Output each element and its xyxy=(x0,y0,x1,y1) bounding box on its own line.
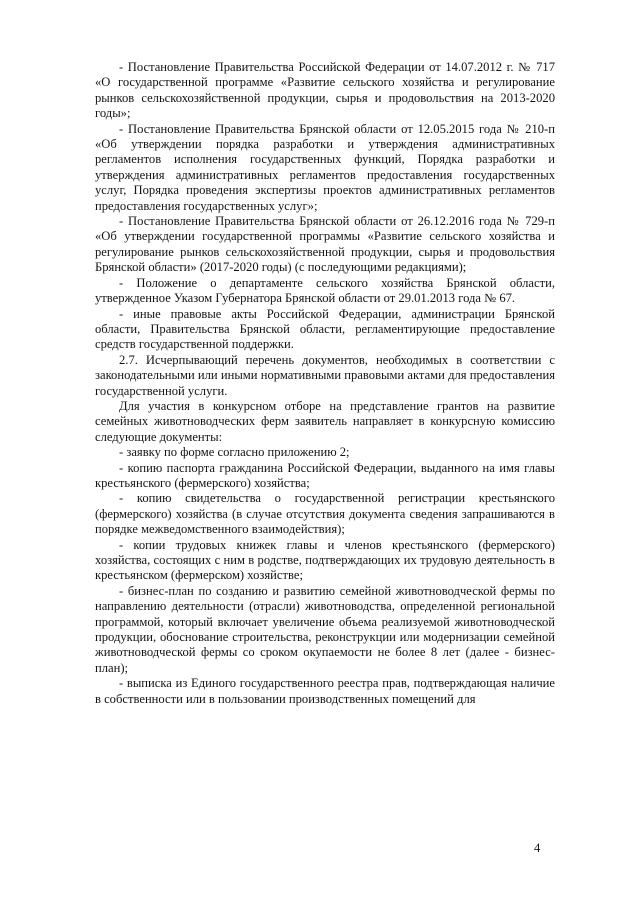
paragraph-regulation-729p: - Постановление Правительства Брянской области от 26.12.2016 года № 729-п «Об утверждении государственной программы «Развитие сельского хозяйства и регулирование рынков сельскохозяйственной продукции, сырья и продовольствия Брянской области» (2017-2020 годы) (с последующими редакциями); xyxy=(95,214,555,275)
list-item-registration-certificate: - копию свидетельства о государственной регистрации крестьянского (фермерского) хозяйства (в случае отсутствия документа сведения запрашиваются в порядке межведомственного взаимодействия); xyxy=(95,491,555,537)
list-item-registry-extract: - выписка из Единого государственного реестра прав, подтверждающая наличие в собственности или в пользовании производственных помещений для xyxy=(95,676,555,706)
paragraph-section-2-7: 2.7. Исчерпывающий перечень документов, необходимых в соответствии с законодательными или иными нормативными правовыми актами для предоставления государственной услуги. xyxy=(95,352,555,398)
document-body xyxy=(95,60,555,707)
page-number: 4 xyxy=(534,841,541,855)
paragraph-contest-intro: Для участия в конкурсном отборе на представление грантов на развитие семейных животноводческих ферм заявитель направляет в конкурсную комиссию следующие документы: xyxy=(95,398,555,444)
list-item-passport-copy: - копию паспорта гражданина Российской Федерации, выданного на имя главы крестьянского (фермерского) хозяйства; xyxy=(95,460,555,490)
list-item-business-plan: - бизнес-план по созданию и развитию семейной животноводческой фермы по направлению деятельности (отрасли) животноводства, определенной региональной программой, который включает увеличение объема реализуемой животноводческой продукции, обоснование строительства, реконструкции или модернизации семейной животноводческой фермы со сроком окупаемости не более 8 лет (далее - бизнес-план); xyxy=(95,583,555,675)
list-item-work-books: - копии трудовых книжек главы и членов крестьянского (фермерского) хозяйства, состоящих с ним в родстве, подтверждающих их трудовую деятельность в крестьянском (фермерском) хозяйстве; xyxy=(95,537,555,583)
paragraph-regulation-210p: - Постановление Правительства Брянской области от 12.05.2015 года № 210-п «Об утверждении порядка разработки и утверждения административных регламентов исполнения государственных функций, Порядка разработки и утверждения административных регламентов предоставления государственных услуг, Порядка проведения экспертизы проектов административных регламентов предоставления государственных услуг»; xyxy=(95,121,555,213)
list-item-application: - заявку по форме согласно приложению 2; xyxy=(119,445,350,460)
paragraph-other-acts: - иные правовые акты Российской Федерации, администрации Брянской области, Правительства Брянской области, регламентирующие предоставление средств государственной поддержки. xyxy=(95,306,555,352)
paragraph-department-statute: - Положение о департаменте сельского хозяйства Брянской области, утвержденное Указом Губернатора Брянской области от 29.01.2013 года № 67. xyxy=(95,275,555,306)
paragraph-regulation-717: - Постановление Правительства Российской Федерации от 14.07.2012 г. № 717 «О государственной программе «Развитие сельского хозяйства и регулирование рынков сельскохозяйственной продукции, сырья и продовольствия на 2013-2020 годы»; xyxy=(95,60,555,121)
